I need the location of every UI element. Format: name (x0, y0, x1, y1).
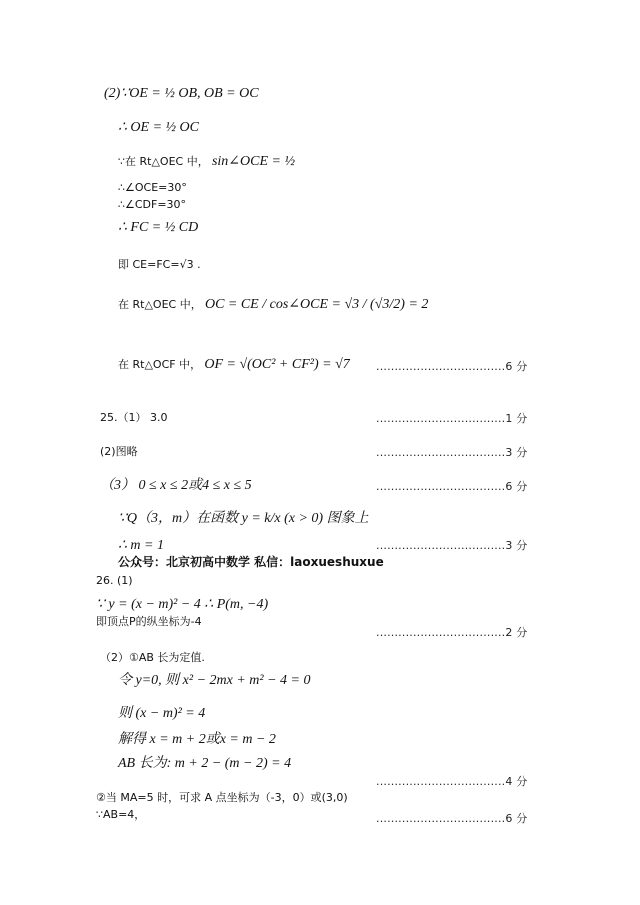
q25-part3 (100, 477, 252, 494)
q26-ab-length (118, 755, 291, 772)
q25-q-point-text: ∵Q（3，m）在函数 y = k/x (x > 0) 图象上 (118, 511, 369, 526)
score-2: ...................................2 分 (376, 626, 528, 639)
q26-ab-length-text: AB 长为: m + 2 − (m − 2) = 4 (118, 756, 292, 771)
q26-ma5: ②当 MA=5 时，可求 A 点坐标为（-3，0）或(3,0) (96, 791, 348, 804)
score-6-b: ...................................6 分 (376, 480, 528, 493)
step-oe-half-ob: (2)∵OE = ½ OB, OB = OC (104, 86, 259, 101)
score-6-a: ...................................6 分 (376, 360, 528, 373)
q26-set-y0-text: 令 y=0, 则 x² − 2mx + m² − 4 = 0 (118, 673, 311, 688)
score-3-a: ...................................3 分 (376, 446, 528, 459)
q26-square (118, 705, 205, 722)
step-of-label: 在 Rt△OCF 中， (118, 358, 202, 371)
q26-heading: 26. (1) (96, 574, 133, 587)
q26-solve (118, 731, 276, 748)
step-angle-ocec: ∴∠OCE=30° (118, 181, 187, 194)
score-1: ...................................1 分 (376, 412, 528, 425)
watermark-account: 公众号：北京初高中数学 私信：laoxueshuxue (118, 555, 384, 569)
score-4: ...................................4 分 (376, 775, 528, 788)
step-oc-formula: OC = CE / cos∠OCE = √3 / (√3/2) = 2 (204, 297, 429, 312)
step-ce-fc: 即 CE=FC=√3 . (118, 258, 201, 271)
step-sin-label: ∵在 Rt△OEC 中， (118, 155, 209, 168)
step-angle-cdf: ∴∠CDF=30° (118, 198, 187, 211)
q25-m-value (118, 537, 164, 554)
step-of-formula: OF = √(OC² + CF²) = √7 (204, 357, 350, 372)
step-sin-ocec (118, 153, 295, 170)
q26-vertex-eq: ∵ y = (x − m)² − 4 ∴ P(m, −4) (96, 597, 269, 612)
q26-vertex-y: 即顶点P的纵坐标为-4 (96, 615, 202, 628)
q25-m-value-text: ∴ m = 1 (118, 538, 164, 553)
step-oc-calc (118, 296, 428, 313)
q25-part2: (2)图略 (100, 445, 138, 458)
q26-square-text: 则 (x − m)² = 4 (118, 706, 206, 721)
score-3-b: ...................................3 分 (376, 539, 528, 552)
q26-part2: （2）①AB 长为定值. (100, 651, 205, 664)
q26-solve-text: 解得 x = m + 2或x = m − 2 (118, 732, 276, 747)
q25-part3-text: （3） 0 ≤ x ≤ 2或4 ≤ x ≤ 5 (100, 478, 252, 493)
q26-set-y0 (118, 672, 311, 689)
q25-q-point (118, 510, 369, 527)
score-6-c: ...................................6 分 (376, 812, 528, 825)
step-sin-formula: sin∠OCE = ½ (211, 154, 295, 169)
step-oe-half-oc: ∴ OE = ½ OC (118, 120, 199, 135)
step-oc-label: 在 Rt△OEC 中， (118, 298, 202, 311)
step-of-calc (118, 356, 350, 373)
q26-ab4: ∵AB=4， (96, 808, 146, 821)
q25-part1: 25.（1） 3.0 (100, 411, 168, 424)
step-fc-half-cd: ∴ FC = ½ CD (118, 220, 199, 235)
